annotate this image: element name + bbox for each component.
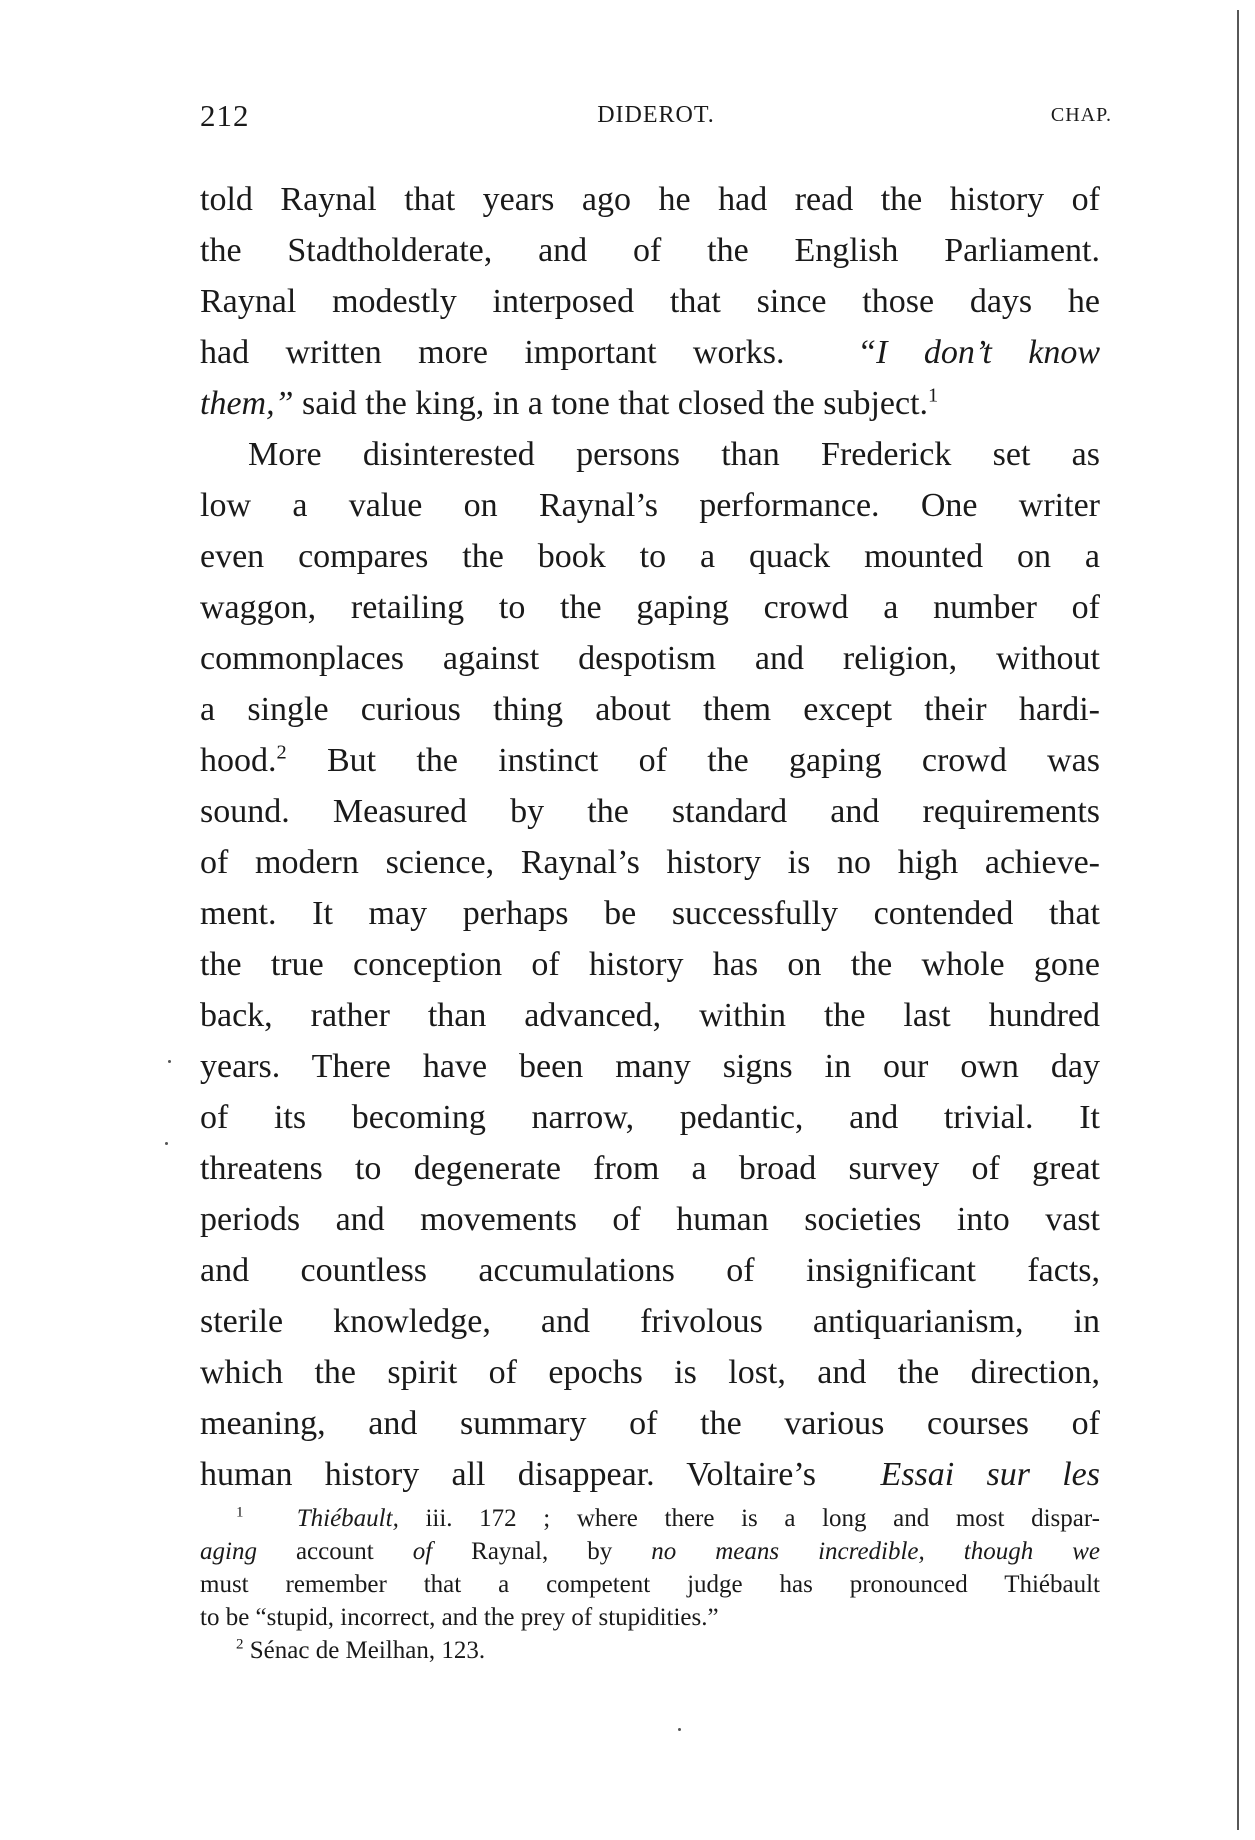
footnote-italic: no means incredible, though we bbox=[651, 1538, 1100, 1565]
text-fragment: But the instinct of the gaping crowd was bbox=[286, 742, 1100, 779]
footnote-italic: aging bbox=[200, 1538, 257, 1565]
page-number: 212 bbox=[200, 98, 250, 133]
footnote-text: Raynal, by bbox=[432, 1538, 652, 1565]
text-fragment: said the king, in a tone that closed the subject. bbox=[293, 385, 929, 422]
footnote-text: Sénac de Meilhan, 123. bbox=[243, 1637, 486, 1664]
chapter-abbrev: CHAP. bbox=[1050, 104, 1112, 126]
text-line bbox=[200, 1449, 1100, 1500]
text-line: of its becoming narrow, pedantic, and trivial. It bbox=[200, 1099, 1100, 1136]
title-italic: Essai sur les bbox=[880, 1456, 1100, 1493]
footnote-text: account bbox=[256, 1538, 413, 1565]
running-header bbox=[200, 98, 1112, 134]
footnote-marker: 1 bbox=[236, 1504, 244, 1521]
text-line: commonplaces against despotism and religion, without bbox=[200, 640, 1100, 677]
text-line: periods and movements of human societies into vast bbox=[200, 1201, 1100, 1238]
text-line bbox=[200, 378, 1100, 429]
quoted-italic: them,” bbox=[200, 385, 294, 422]
footnote-italic: of bbox=[412, 1538, 433, 1565]
binding-edge bbox=[1237, 10, 1239, 1830]
text-line: even compares the book to a quack mounted on a bbox=[200, 538, 1100, 575]
footnote-marker: 2 bbox=[236, 1636, 244, 1653]
text-line: years. There have been many signs in our own day bbox=[200, 1048, 1100, 1085]
text-line: told Raynal that years ago he had read the history of bbox=[200, 181, 1100, 218]
text-line: sound. Measured by the standard and requirements bbox=[200, 793, 1100, 830]
text-fragment: human history all disappear. Voltaire’s bbox=[200, 1456, 817, 1493]
text-fragment: had written more important works. bbox=[200, 334, 785, 371]
text-line: the Stadtholderate, and of the English Parliament. bbox=[200, 232, 1100, 269]
text-line: threatens to degenerate from a broad survey of great bbox=[200, 1150, 1100, 1187]
scan-speck bbox=[168, 1060, 171, 1063]
text-line: the true conception of history has on the whole gone bbox=[200, 946, 1100, 983]
text-line bbox=[200, 327, 1100, 378]
footnote-ref: 1 bbox=[928, 384, 939, 407]
text-line: low a value on Raynal’s performance. One writer bbox=[200, 487, 1100, 524]
footnote-2 bbox=[200, 1634, 1100, 1667]
text-line bbox=[200, 735, 1100, 786]
text-line: waggon, retailing to the gaping crowd a number of bbox=[200, 589, 1100, 626]
running-title: DIDEROT. bbox=[597, 102, 715, 128]
scan-speck bbox=[678, 1728, 681, 1731]
footnote-text: iii. 172 ; where there is a long and most dispar- bbox=[398, 1505, 1100, 1532]
text-line: a single curious thing about them except their hardi- bbox=[200, 691, 1100, 728]
text-line: More disinterested persons than Frederick set as bbox=[248, 436, 1100, 473]
text-line: which the spirit of epochs is lost, and the direction, bbox=[200, 1354, 1100, 1391]
footnote-1-line: to be “stupid, incorrect, and the prey of stupidities.” bbox=[200, 1604, 719, 1631]
text-line: meaning, and summary of the various courses of bbox=[200, 1405, 1100, 1442]
footnote-1-line: must remember that a competent judge has pronounced Thiébault bbox=[200, 1571, 1100, 1598]
text-line: ment. It may perhaps be successfully contended that bbox=[200, 895, 1100, 932]
text-line: sterile knowledge, and frivolous antiquarianism, in bbox=[200, 1303, 1100, 1340]
text-line: of modern science, Raynal’s history is no high achieve- bbox=[200, 844, 1100, 881]
footnote-1-line bbox=[200, 1535, 1100, 1568]
scan-speck bbox=[165, 1142, 168, 1145]
text-fragment: hood. bbox=[200, 742, 277, 779]
quoted-italic: “I don’t know bbox=[857, 334, 1100, 371]
text-line: Raynal modestly interposed that since those days he bbox=[200, 283, 1100, 320]
footnotes bbox=[200, 1502, 1100, 1667]
footnote-1 bbox=[200, 1502, 1100, 1535]
body-text bbox=[200, 174, 1100, 1500]
footnote-italic: Thiébault, bbox=[296, 1505, 399, 1532]
footnote-ref: 2 bbox=[276, 741, 287, 764]
text-line: and countless accumulations of insignificant facts, bbox=[200, 1252, 1100, 1289]
text-line: back, rather than advanced, within the last hundred bbox=[200, 997, 1100, 1034]
